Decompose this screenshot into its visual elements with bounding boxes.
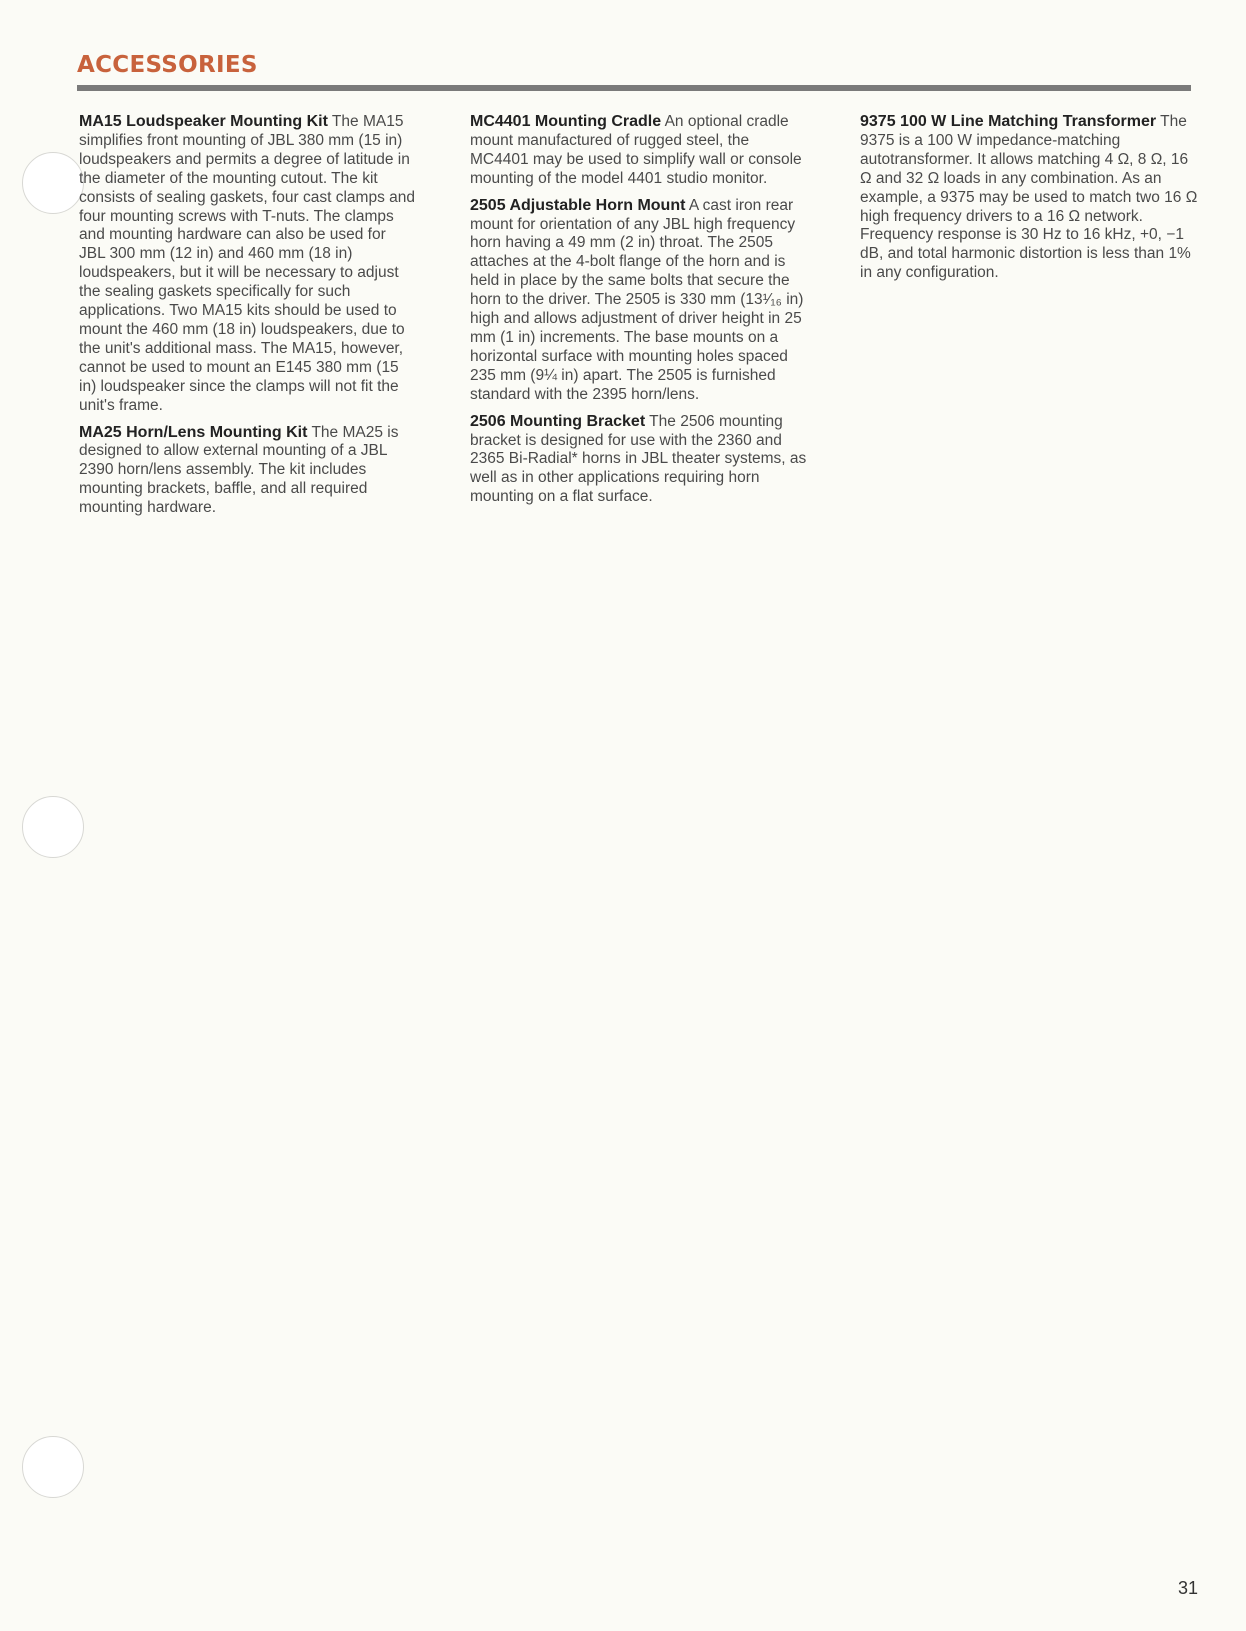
heading-rule bbox=[77, 85, 1191, 91]
entry-title: MA25 Horn/Lens Mounting Kit bbox=[79, 423, 308, 441]
accessory-entry bbox=[79, 113, 416, 416]
binder-hole bbox=[22, 1436, 84, 1498]
accessory-entry bbox=[470, 113, 808, 189]
entry-body: The MA15 simplifies front mounting of JBL 380 mm (15 in) loudspeakers and permits a degree of latitude in the diameter of the mounting cutout. The kit consists of sealing gaskets, four cast clamps and four mounting screws with T-nuts. The clamps and mounting hardware can also be used for JBL 300 mm (12 in) and 460 mm (18 in) loudspeakers, but it will be necessary to adjust the sealing gaskets specifically for such applications. Two MA15 kits should be used to mount the 460 mm (18 in) loudspeakers, due to the unit's additional mass. The MA15, however, cannot be used to mount an E145 380 mm (15 in) loudspeaker since the clamps will not fit the unit's frame. bbox=[79, 113, 415, 414]
binder-hole bbox=[22, 796, 84, 858]
entry-title: 9375 100 W Line Matching Transformer bbox=[860, 113, 1157, 130]
text-column-3 bbox=[860, 113, 1200, 291]
entry-body: An optional cradle mount manufactured of rugged steel, the MC4401 may be used to simplify wall or console mounting of the model 4401 studio monitor. bbox=[470, 113, 802, 187]
entry-title: MA15 Loudspeaker Mounting Kit bbox=[79, 113, 328, 130]
text-column-1 bbox=[79, 113, 416, 526]
accessory-entry bbox=[470, 197, 808, 405]
entry-body: The 2506 mounting bracket is designed for use with the 2360 and 2365 Bi-Radial* horns in JBL theater systems, as well as in other applications requiring horn mounting on a flat surface. bbox=[470, 412, 807, 506]
entry-body: A cast iron rear mount for orientation of any JBL high frequency horn having a 49 mm (2 in) throat. The 2505 attaches at the 4-bolt flange of the horn and is held in place by the same bolts that secure the horn to the driver. The 2505 is 330 mm (13¹⁄₁₆ in) high and allows adjustment of driver height in 25 mm (1 in) increments. The base mounts on a horizontal surface with mounting holes spaced 235 mm (9¼ in) apart. The 2505 is furnished standard with the 2395 horn/lens. bbox=[470, 196, 804, 403]
accessory-entry bbox=[79, 424, 416, 519]
entry-body: The 9375 is a 100 W impedance-matching autotransformer. It allows matching 4 Ω, 8 Ω, 16 Ω and 32 Ω loads in any combination. As an example, a 9375 may be used to match two 16 Ω high frequency drivers to a 16 Ω network. Frequency response is 30 Hz to 16 kHz, +0, −1 dB, and total harmonic distortion is less than 1% in any configuration. bbox=[860, 113, 1198, 282]
entry-body: The MA25 is designed to allow external mounting of a JBL 2390 horn/lens assembly. The kit includes mounting brackets, baffle, and all required mounting hardware. bbox=[79, 423, 399, 517]
accessory-entry bbox=[860, 113, 1200, 283]
text-column-2 bbox=[470, 113, 808, 515]
entry-title: 2506 Mounting Bracket bbox=[470, 412, 646, 430]
entry-title: MC4401 Mounting Cradle bbox=[470, 113, 662, 130]
section-heading: ACCESSORIES bbox=[77, 52, 258, 78]
binder-hole bbox=[22, 152, 84, 214]
entry-title: 2505 Adjustable Horn Mount bbox=[470, 196, 686, 214]
page-number: 31 bbox=[1177, 1578, 1198, 1598]
accessory-entry bbox=[470, 413, 808, 508]
